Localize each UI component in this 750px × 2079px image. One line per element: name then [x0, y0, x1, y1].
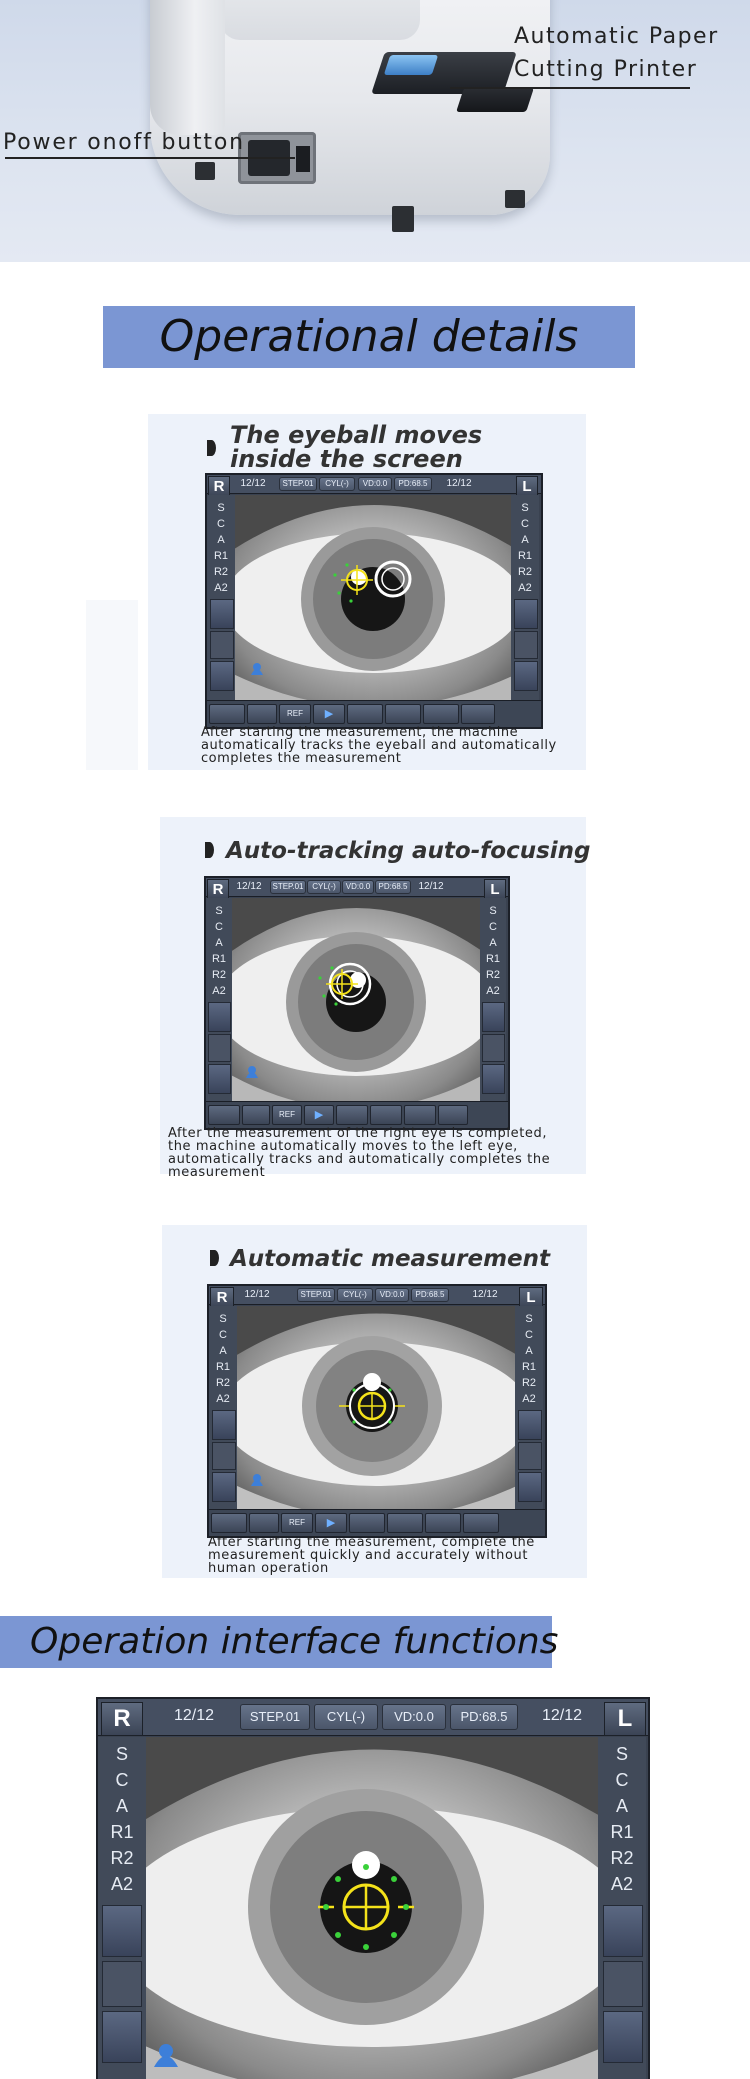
screen-panel-2: [204, 876, 510, 1130]
eye-camera-view: [237, 1306, 515, 1510]
cyl-button[interactable]: CYL(-): [314, 1704, 378, 1730]
side-label-a: A: [615, 1796, 628, 1816]
device-foot: [195, 162, 215, 180]
section-heading: Operational details: [159, 311, 579, 362]
counter-left: 12/12: [173, 1707, 215, 1724]
up-arrow-icon[interactable]: [603, 1905, 643, 1957]
screen-panel-3: [207, 1284, 547, 1538]
device-foot: [505, 190, 525, 208]
printer-cutter: [456, 88, 534, 112]
measure-mode-icon[interactable]: [208, 1105, 240, 1125]
side-label-a2: A2: [212, 985, 226, 997]
eye-image: [237, 1306, 515, 1510]
side-label-s: S: [217, 502, 225, 514]
side-label-r2: R2: [213, 566, 229, 578]
clean-icon[interactable]: [347, 704, 383, 724]
eye-view-icon[interactable]: [482, 1034, 505, 1062]
settings-icon[interactable]: [249, 1513, 279, 1533]
caption-line: After starting the measurement, the machine: [201, 725, 519, 740]
ref-button[interactable]: REF: [281, 1513, 313, 1533]
side-label-a2: A2: [110, 1874, 134, 1894]
up-arrow-icon[interactable]: [212, 1410, 236, 1440]
side-label-a: A: [115, 1796, 128, 1816]
caption-line: measurement: [168, 1165, 266, 1180]
section-heading-band: [0, 1616, 559, 1668]
printer-paper-slot: [384, 55, 438, 75]
up-arrow-icon[interactable]: [210, 599, 234, 629]
side-label-r2: R2: [610, 1848, 634, 1868]
up-arrow-icon[interactable]: [208, 1002, 231, 1032]
section-heading-band: [103, 306, 635, 368]
pd-button[interactable]: PD:68.5: [450, 1704, 518, 1730]
eye-camera-view: [235, 495, 511, 701]
eye-image: [235, 495, 511, 701]
side-label-r1: R1: [213, 550, 229, 562]
cyl-button[interactable]: CYL(-): [337, 1288, 373, 1302]
side-label-r1: R1: [485, 953, 501, 965]
down-arrow-icon[interactable]: [514, 661, 538, 691]
down-arrow-icon[interactable]: [603, 2011, 643, 2063]
printer-callout-leader: [450, 87, 690, 89]
eye-image: [146, 1737, 598, 2079]
bullet-icon: [210, 1250, 219, 1266]
side-label-c: C: [525, 1329, 533, 1341]
settings-icon[interactable]: [247, 704, 277, 724]
caption-line: human operation: [208, 1561, 329, 1576]
step-button[interactable]: STEP.01: [297, 1288, 335, 1302]
side-label-a: A: [219, 1345, 227, 1357]
cyl-button[interactable]: CYL(-): [319, 477, 355, 491]
side-label-r1: R1: [521, 1361, 537, 1373]
menu-grid-icon[interactable]: [438, 1105, 468, 1125]
side-label-s: S: [219, 1313, 227, 1325]
power-switch: [296, 146, 310, 172]
counter-right: 12/12: [418, 881, 444, 892]
eye-camera-view: [146, 1737, 598, 2079]
side-label-s: S: [215, 905, 223, 917]
caption-line: After starting the measurement, complete the: [208, 1535, 535, 1550]
record-icon[interactable]: [385, 704, 421, 724]
eye-view-icon[interactable]: [603, 1961, 643, 2007]
down-arrow-icon[interactable]: [212, 1472, 236, 1502]
side-label-c: C: [115, 1770, 129, 1790]
side-label-a: A: [525, 1345, 533, 1357]
pd-button[interactable]: PD:68.5: [394, 477, 432, 491]
up-arrow-icon[interactable]: [514, 599, 538, 629]
settings-icon[interactable]: [242, 1105, 270, 1125]
measure-mode-icon[interactable]: [209, 704, 245, 724]
counter-left: 12/12: [244, 1289, 270, 1300]
up-arrow-icon[interactable]: [518, 1410, 542, 1440]
print-icon[interactable]: [423, 704, 459, 724]
play-icon[interactable]: ▶: [304, 1105, 334, 1125]
eye-button-right[interactable]: R: [210, 1287, 234, 1308]
pd-button[interactable]: PD:68.5: [375, 880, 411, 894]
side-label-s: S: [521, 502, 529, 514]
device-upper-housing: [220, 0, 420, 40]
up-arrow-icon[interactable]: [102, 1905, 142, 1957]
side-label-s: S: [489, 905, 497, 917]
head-rest-icon[interactable]: [210, 631, 234, 659]
side-label-a2: A2: [214, 582, 228, 594]
eye-image: [232, 898, 480, 1102]
step-button[interactable]: STEP.01: [240, 1704, 310, 1730]
panel-shadow: [86, 600, 138, 770]
up-arrow-icon[interactable]: [482, 1002, 505, 1032]
counter-left: 12/12: [236, 881, 262, 892]
side-label-a2: A2: [518, 582, 532, 594]
caption-line: After the measurement of the right eye is completed,: [168, 1126, 548, 1141]
side-label-c: C: [521, 518, 529, 530]
panel-title: Automatic measurement: [230, 1246, 551, 1272]
record-icon[interactable]: [387, 1513, 423, 1533]
side-label-r2: R2: [211, 969, 227, 981]
counter-right: 12/12: [472, 1289, 498, 1300]
screen-large: [96, 1697, 650, 2079]
eye-camera-view: [232, 898, 480, 1102]
counter-right: 12/12: [541, 1707, 583, 1724]
device-foot: [392, 206, 414, 232]
down-arrow-icon[interactable]: [208, 1064, 231, 1094]
vd-button[interactable]: VD:0.0: [358, 477, 392, 491]
ref-button[interactable]: REF: [272, 1105, 302, 1125]
print-icon[interactable]: [425, 1513, 461, 1533]
side-label-a2: A2: [522, 1393, 536, 1405]
down-arrow-icon[interactable]: [518, 1472, 542, 1502]
printer-callout-line1: Automatic Paper: [514, 24, 719, 49]
side-label-a2: A2: [216, 1393, 230, 1405]
bullet-icon: [205, 842, 214, 858]
panel-title: inside the screen: [230, 445, 463, 473]
measure-mode-icon[interactable]: [211, 1513, 247, 1533]
side-label-c: C: [489, 921, 497, 933]
down-arrow-icon[interactable]: [102, 2011, 142, 2063]
side-label-c: C: [615, 1770, 629, 1790]
panel-title: The eyeball moves: [230, 421, 483, 449]
power-callout: Power onoff button: [3, 130, 245, 155]
side-label-r1: R1: [211, 953, 227, 965]
caption-line: the machine automatically moves to the left eye,: [168, 1139, 518, 1154]
side-label-a2: A2: [610, 1874, 634, 1894]
play-icon[interactable]: ▶: [315, 1513, 347, 1533]
side-label-c: C: [217, 518, 225, 530]
eye-button-right[interactable]: R: [207, 879, 229, 900]
side-label-s: S: [525, 1313, 533, 1325]
device-photo: [0, 0, 750, 262]
side-label-c: C: [219, 1329, 227, 1341]
down-arrow-icon[interactable]: [210, 661, 234, 691]
counter-left: 12/12: [240, 478, 266, 489]
eye-button-left[interactable]: L: [519, 1287, 543, 1308]
print-icon[interactable]: [404, 1105, 436, 1125]
screen-panel-1: [205, 473, 543, 729]
side-label-r1: R1: [215, 1361, 231, 1373]
menu-grid-icon[interactable]: [461, 704, 495, 724]
side-label-r2: R2: [517, 566, 533, 578]
clean-icon[interactable]: [349, 1513, 385, 1533]
down-arrow-icon[interactable]: [482, 1064, 505, 1094]
clean-icon[interactable]: [336, 1105, 368, 1125]
side-label-s: S: [115, 1744, 128, 1764]
panel-title: Auto-tracking auto-focusing: [226, 838, 591, 864]
step-button[interactable]: STEP.01: [270, 880, 306, 894]
record-icon[interactable]: [370, 1105, 402, 1125]
counter-right: 12/12: [446, 478, 472, 489]
caption-line: automatically tracks and automatically completes the: [168, 1152, 551, 1167]
caption-line: measurement quickly and accurately without: [208, 1548, 529, 1563]
side-label-a: A: [215, 937, 223, 949]
play-icon[interactable]: ▶: [313, 704, 345, 724]
menu-grid-icon[interactable]: [463, 1513, 499, 1533]
side-label-a2: A2: [486, 985, 500, 997]
step-button[interactable]: STEP.01: [279, 477, 317, 491]
eye-button-right[interactable]: R: [208, 476, 230, 497]
eye-button-left[interactable]: L: [604, 1702, 646, 1736]
side-label-r2: R2: [110, 1848, 134, 1868]
head-rest-icon[interactable]: [212, 1442, 236, 1470]
head-rest-icon[interactable]: [102, 1961, 142, 2007]
side-label-r2: R2: [485, 969, 501, 981]
side-label-r1: R1: [517, 550, 533, 562]
side-label-r2: R2: [521, 1377, 537, 1389]
eye-view-icon[interactable]: [518, 1442, 542, 1470]
section-heading: Operation interface functions: [30, 1621, 559, 1662]
vd-button[interactable]: VD:0.0: [382, 1704, 446, 1730]
vd-button[interactable]: VD:0.0: [342, 880, 374, 894]
power-callout-leader: [5, 157, 295, 159]
eye-button-right[interactable]: R: [101, 1702, 143, 1736]
vd-button[interactable]: VD:0.0: [375, 1288, 409, 1302]
side-label-a: A: [521, 534, 529, 546]
device-pillar: [150, 0, 225, 135]
caption-line: automatically tracks the eyeball and automatically: [201, 738, 557, 753]
ref-button[interactable]: REF: [279, 704, 311, 724]
cyl-button[interactable]: CYL(-): [307, 880, 341, 894]
pd-button[interactable]: PD:68.5: [411, 1288, 449, 1302]
side-label-r1: R1: [110, 1822, 134, 1842]
bullet-icon: [207, 440, 216, 456]
eye-button-left[interactable]: L: [484, 879, 506, 900]
side-label-s: S: [615, 1744, 628, 1764]
printer-callout-line2: Cutting Printer: [514, 57, 698, 82]
side-label-a: A: [489, 937, 497, 949]
head-rest-icon[interactable]: [208, 1034, 231, 1062]
eye-view-icon[interactable]: [514, 631, 538, 659]
side-label-a: A: [217, 534, 225, 546]
caption-line: completes the measurement: [201, 751, 402, 766]
side-label-r1: R1: [610, 1822, 634, 1842]
side-label-c: C: [215, 921, 223, 933]
side-label-r2: R2: [215, 1377, 231, 1389]
eye-button-left[interactable]: L: [516, 476, 538, 497]
